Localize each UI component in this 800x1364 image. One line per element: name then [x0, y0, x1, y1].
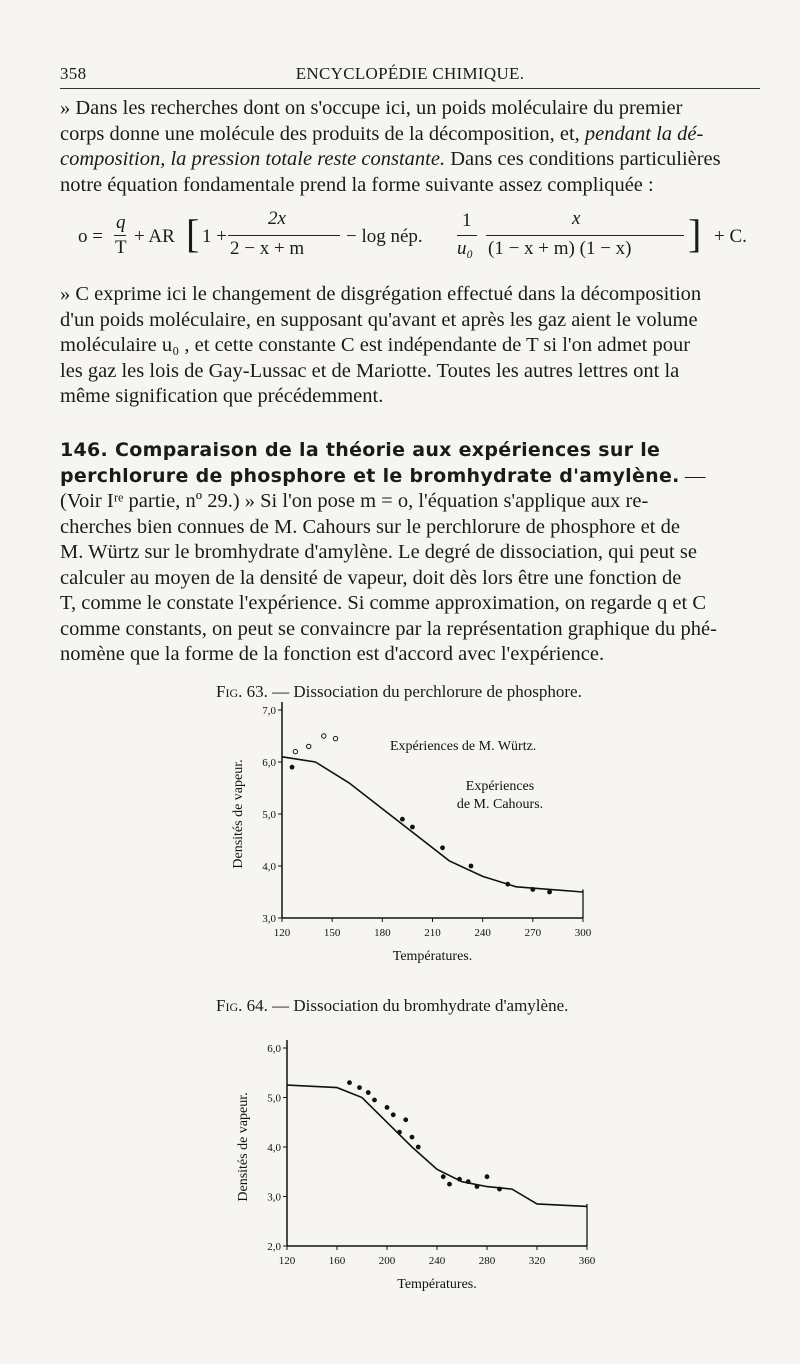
data-point-cahours — [530, 887, 535, 892]
data-point-cahours — [469, 864, 474, 869]
figure-63-chart — [0, 698, 800, 988]
section-line: M. Würtz sur le bromhydrate d'amylène. Le degré de dissociation, qui peut se — [60, 541, 697, 563]
equation-num2: 1 — [462, 210, 472, 231]
paragraph-2-line: les gaz les lois de Gay-Lussac et de Mariotte. Toutes les autres lettres ont la — [60, 359, 680, 382]
equation-num1: 2x — [268, 208, 286, 229]
y-tick-label: 7,0 — [262, 705, 276, 717]
x-tick-label: 240 — [428, 1255, 446, 1267]
x-tick-label: 200 — [378, 1255, 396, 1267]
data-point — [410, 1135, 415, 1140]
data-point — [347, 1080, 352, 1085]
y-tick-label: 3,0 — [262, 913, 276, 925]
header-rule — [60, 88, 760, 89]
section-line: (Voir Iʳᵉ partie, nº 29.) » Si l'on pose m = o, l'équation s'applique aux re- — [60, 490, 649, 512]
data-point — [391, 1112, 396, 1117]
data-point-cahours — [440, 845, 445, 850]
section-line: comme constants, on peut se convaincre par la représentation graphique du phé- — [60, 617, 717, 640]
equation-lhs: o = — [78, 226, 103, 247]
paragraph-1-line: » Dans les recherches dont on s'occupe ici, un poids moléculaire du premier — [60, 97, 683, 119]
data-point-cahours — [505, 882, 510, 887]
y-tick-label: 5,0 — [262, 809, 276, 821]
x-tick-label: 280 — [478, 1255, 496, 1267]
fraction-bar — [228, 235, 340, 236]
x-axis-label: Températures. — [397, 1277, 477, 1292]
data-point — [485, 1174, 490, 1179]
italic-span: pendant la dé- — [584, 122, 704, 145]
y-tick-label: 2,0 — [267, 1241, 281, 1253]
data-point — [372, 1098, 377, 1103]
figure-64-caption — [216, 996, 568, 1016]
legend-wurtz: Expériences de M. Würtz. — [390, 739, 537, 754]
equation-den2: u₀ — [457, 238, 474, 259]
data-point-cahours — [410, 825, 415, 830]
figure-label: Fig. 64. — [216, 996, 268, 1015]
page-number: 358 — [60, 64, 87, 83]
x-axis-label: Températures. — [392, 949, 473, 964]
equation-den3: (1 − x + m) (1 − x) — [488, 238, 632, 259]
x-tick-label: 270 — [524, 927, 542, 939]
y-tick-label: 4,0 — [262, 861, 276, 873]
equation-den1: 2 − x + m — [230, 238, 305, 259]
paragraph-1-line — [60, 122, 762, 148]
data-point — [457, 1177, 462, 1182]
text-span: Dans ces conditions particulières — [445, 148, 721, 170]
text-span: corps donne une molécule des produits de la décomposition, et, — [60, 122, 585, 145]
y-tick-label: 6,0 — [262, 757, 276, 769]
legend-cahours-line2: de M. Cahours. — [456, 797, 544, 812]
y-tick-label: 4,0 — [267, 1142, 281, 1154]
equation-plus-ar: + AR — [134, 226, 175, 247]
x-tick-label: 120 — [273, 927, 291, 939]
data-point — [385, 1105, 390, 1110]
data-point-wurtz — [293, 749, 297, 753]
data-point-cahours — [290, 765, 295, 770]
equation — [78, 206, 768, 266]
data-point — [475, 1184, 480, 1189]
fraction-bar — [457, 235, 477, 236]
section-heading-line — [60, 464, 762, 490]
figure-64-chart — [0, 1018, 800, 1318]
data-point — [366, 1090, 371, 1095]
x-tick-label: 320 — [528, 1255, 546, 1267]
bracket-open: [ — [186, 211, 200, 256]
x-tick-label: 160 — [328, 1255, 346, 1267]
equation-q: q — [116, 212, 126, 233]
x-tick-label: 180 — [374, 927, 391, 939]
x-tick-label: 240 — [474, 927, 491, 939]
figure-label: Fig. 63. — [216, 682, 268, 701]
x-tick-label: 120 — [278, 1255, 296, 1267]
data-point-wurtz — [322, 734, 326, 738]
paragraph-2-line: d'un poids moléculaire, en supposant qu'avant et après les gaz aient le volume — [60, 308, 698, 331]
text-span: — — [679, 464, 706, 487]
italic-span: composition, la pression totale reste constante. — [60, 148, 446, 170]
section-line: T, comme le constate l'expérience. Si comme approximation, on regarde q et C — [60, 592, 706, 614]
paragraph-1-line — [60, 147, 762, 173]
y-tick-label: 3,0 — [267, 1191, 281, 1204]
running-header — [60, 62, 760, 86]
data-point — [416, 1145, 421, 1150]
data-point-wurtz — [307, 744, 311, 748]
data-point — [466, 1179, 471, 1184]
paragraph-1 — [60, 96, 762, 198]
data-point-cahours — [547, 890, 552, 895]
x-tick-label: 360 — [578, 1255, 596, 1267]
y-tick-label: 6,0 — [267, 1043, 281, 1055]
bracket-close: ] — [688, 211, 702, 256]
data-point-wurtz — [333, 736, 337, 740]
paragraph-2-line: moléculaire u₀ , et cette constante C est indépendante de T si l'on admet pour — [60, 334, 691, 356]
section-146 — [60, 438, 762, 668]
section-heading: 146. Comparaison de la théorie aux expériences sur le — [60, 439, 661, 461]
equation-T: T — [115, 237, 127, 258]
section-line: cherches bien connues de M. Cahours sur le perchlorure de phosphore et de — [60, 515, 680, 538]
x-tick-label: 300 — [574, 927, 592, 939]
data-point — [397, 1130, 402, 1135]
equation-one-plus: 1 + — [202, 226, 227, 247]
theory-curve — [282, 757, 583, 892]
fraction-bar — [486, 235, 684, 236]
paragraph-2-line: même signification que précédemment. — [60, 385, 384, 407]
running-title: ENCYCLOPÉDIE CHIMIQUE. — [295, 64, 525, 83]
section-line: calculer au moyen de la densité de vapeur, doit dès lors être une fonction de — [60, 566, 682, 589]
fraction-bar — [114, 235, 126, 236]
y-tick-label: 5,0 — [267, 1092, 281, 1105]
x-tick-label: 150 — [323, 927, 341, 939]
data-point — [441, 1174, 446, 1179]
data-point — [357, 1085, 362, 1090]
data-point — [403, 1117, 408, 1122]
equation-num3: x — [572, 208, 581, 229]
section-line: nomène que la forme de la fonction est d'accord avec l'expérience. — [60, 643, 605, 665]
figure-title: — Dissociation du bromhydrate d'amylène. — [272, 996, 569, 1015]
paragraph-1-line: notre équation fondamentale prend la forme suivante assez compliquée : — [60, 173, 654, 196]
equation-minus-log: − log nép. — [346, 226, 423, 247]
data-point — [497, 1187, 502, 1192]
figure-title: — Dissociation du perchlorure de phosphore. — [272, 682, 582, 701]
y-axis-label: Densités de vapeur. — [236, 1092, 251, 1202]
data-point-cahours — [400, 817, 405, 822]
theory-curve — [287, 1085, 587, 1206]
x-tick-label: 210 — [424, 927, 441, 939]
paragraph-2 — [60, 282, 762, 410]
y-axis-label: Densités de vapeur. — [231, 759, 246, 869]
equation-plus-c: + C. — [714, 226, 747, 247]
section-heading: perchlorure de phosphore et le bromhydrate d'amylène. — [60, 464, 680, 487]
paragraph-2-line: » C exprime ici le changement de disgrégation effectué dans la décomposition — [60, 283, 702, 305]
legend-cahours-line1: Expériences — [465, 779, 535, 794]
data-point — [447, 1182, 452, 1187]
